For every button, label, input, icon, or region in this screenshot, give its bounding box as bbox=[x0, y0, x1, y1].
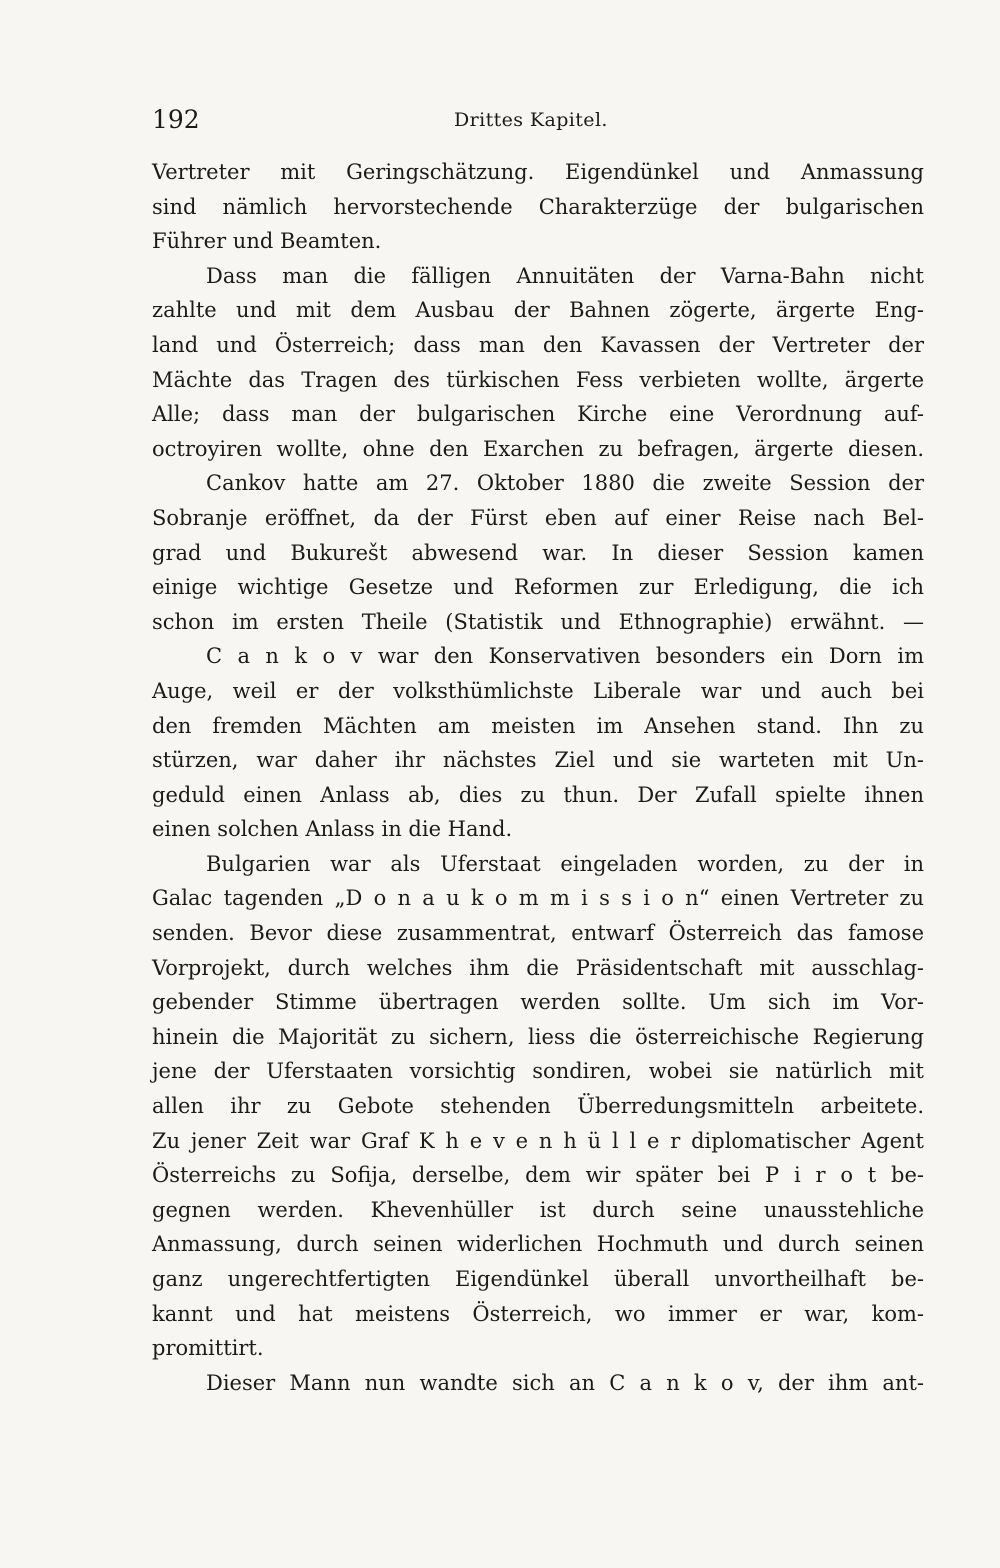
text-line: ganz ungerechtfertigten Eigendünkel überall unvortheilhaft be- bbox=[152, 1267, 924, 1291]
text-line: Anmassung, durch seinen widerlichen Hochmuth und durch seinen bbox=[152, 1232, 924, 1257]
text-line: gegnen werden. Khevenhüller ist durch seine unausstehliche bbox=[152, 1197, 924, 1222]
text-line: Dieser Mann nun wandte sich an C a n k o v, der ihm ant- bbox=[206, 1370, 924, 1395]
text-line: promittirt. bbox=[152, 1336, 264, 1361]
text-line: Österreichs zu Sofija, derselbe, dem wir später bei P i r o t be- bbox=[152, 1163, 924, 1188]
text-line: Alle; dass man der bulgarischen Kirche eine Verordnung auf- bbox=[152, 402, 924, 427]
text-line: Galac tagenden „D o n a u k o m m i s s i o n“ einen Vertreter zu bbox=[152, 886, 924, 911]
text-line: zahlte und mit dem Ausbau der Bahnen zögerte, ärgerte Eng- bbox=[152, 298, 924, 323]
text-line: den fremden Mächten am meisten im Ansehen stand. Ihn zu bbox=[152, 713, 924, 738]
page-header bbox=[152, 104, 924, 136]
text-line: einen solchen Anlass in die Hand. bbox=[152, 817, 513, 842]
text-line: Sobranje eröffnet, da der Fürst eben auf einer Reise nach Bel- bbox=[152, 505, 924, 530]
text-line: Bulgarien war als Uferstaat eingeladen worden, zu der in bbox=[206, 851, 924, 876]
text-line: octroyiren wollte, ohne den Exarchen zu befragen, ärgerte diesen. bbox=[152, 436, 924, 461]
text-line: Führer und Beamten. bbox=[152, 229, 382, 254]
text-line: Mächte das Tragen des türkischen Fess verbieten wollte, ärgerte bbox=[152, 367, 924, 392]
page-number: 192 bbox=[152, 105, 200, 134]
text-line: grad und Bukurešt abwesend war. In dieser Session kamen bbox=[152, 540, 924, 565]
text-line: jene der Uferstaaten vorsichtig sondiren, wobei sie natürlich mit bbox=[152, 1059, 924, 1084]
running-title: Drittes Kapitel. bbox=[454, 109, 608, 131]
text-line: kannt und hat meistens Österreich, wo immer er war, kom- bbox=[152, 1301, 924, 1326]
text-line: hinein die Majorität zu sichern, liess die österreichische Regierung bbox=[152, 1024, 924, 1049]
text-line: Cankov hatte am 27. Oktober 1880 die zweite Session der bbox=[206, 471, 924, 496]
text-line: senden. Bevor diese zusammentrat, entwarf Österreich das famose bbox=[152, 921, 924, 946]
text-line: geduld einen Anlass ab, dies zu thun. Der Zufall spielte ihnen bbox=[152, 782, 924, 807]
text-line: Zu jener Zeit war Graf K h e v e n h ü l l e r diplomatischer Agent bbox=[152, 1128, 924, 1153]
text-line: sind nämlich hervorstechende Charakterzüge der bulgarischen bbox=[152, 194, 924, 219]
text-line: Vorprojekt, durch welches ihm die Präsidentschaft mit ausschlag- bbox=[152, 955, 924, 980]
text-line: allen ihr zu Gebote stehenden Überredungsmitteln arbeitete. bbox=[152, 1094, 924, 1119]
body-text bbox=[152, 155, 924, 1400]
text-line: stürzen, war daher ihr nächstes Ziel und sie warteten mit Un- bbox=[152, 748, 924, 773]
text-line: einige wichtige Gesetze und Reformen zur Erledigung, die ich bbox=[152, 575, 924, 600]
text-line: Vertreter mit Geringschätzung. Eigendünkel und Anmassung bbox=[152, 160, 924, 184]
text-line: C a n k o v war den Konservativen besonders ein Dorn im bbox=[206, 644, 924, 669]
text-line: schon im ersten Theile (Statistik und Ethnographie) erwähnt. — bbox=[152, 609, 924, 634]
text-line: Auge, weil er der volksthümlichste Liberale war und auch bei bbox=[152, 678, 924, 703]
text-line: gebender Stimme übertragen werden sollte. Um sich im Vor- bbox=[152, 990, 924, 1015]
text-line: Dass man die fälligen Annuitäten der Varna-Bahn nicht bbox=[206, 263, 924, 288]
text-line: land und Österreich; dass man den Kavassen der Vertreter der bbox=[152, 332, 924, 357]
